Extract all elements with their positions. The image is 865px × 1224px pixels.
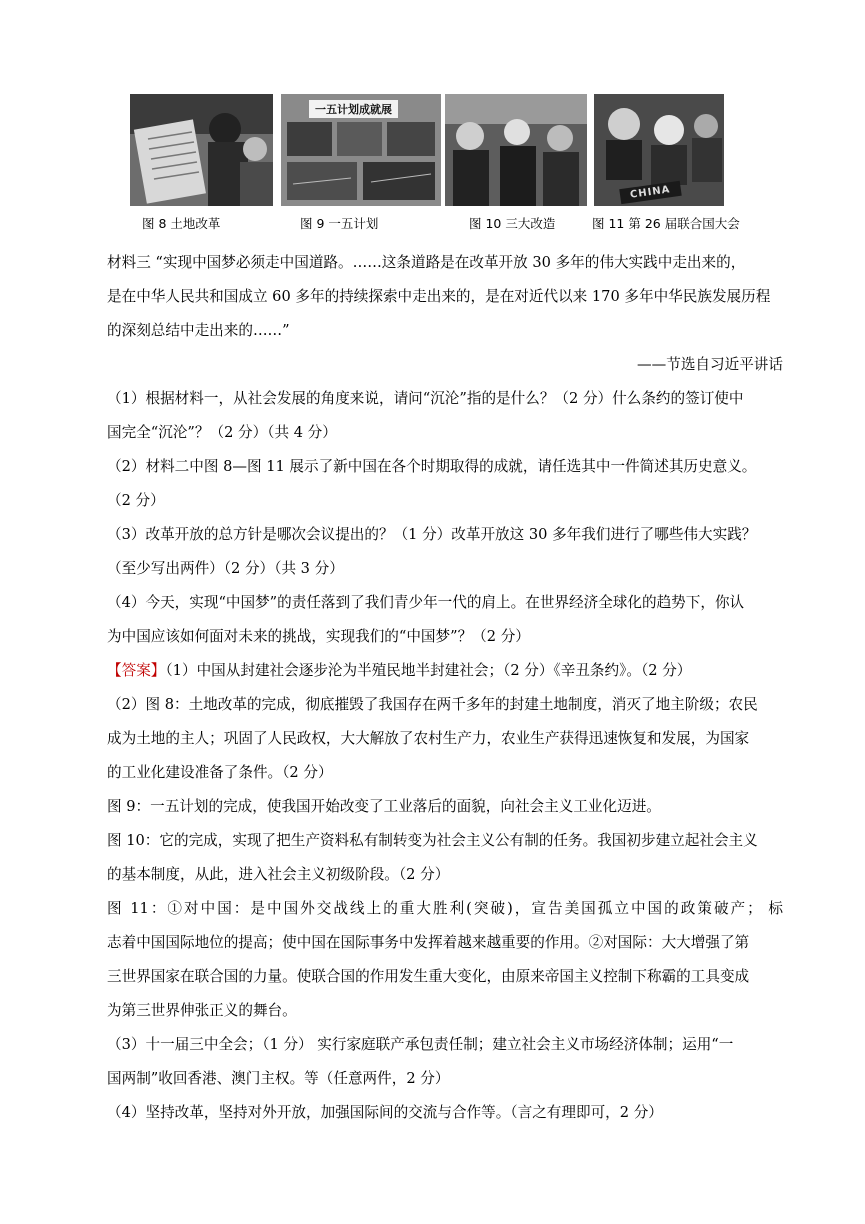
material3-line1: 材料三 “实现中国梦必须走中国道路。……这条道路是在改革开放 30 多年的伟大实践中走出来的， — [107, 254, 746, 271]
caption-fig8: 图 8 土地改革 — [142, 216, 221, 231]
answer-3-line1: （3）十一届三中全会；（1 分） 实行家庭联产承包责任制；建立社会主义市场经济体制；运用“一 — [107, 1036, 734, 1053]
figure-captions — [130, 214, 750, 234]
question4-line2: 为中国应该如何面对未来的挑战，实现我们的“中国梦”？（2 分） — [107, 628, 530, 645]
question1-line2: 国完全“沉沦”？（2 分）（共 4 分） — [107, 424, 337, 441]
photo-five-year-plan — [281, 94, 441, 206]
figure-photo-strip — [130, 94, 730, 206]
answer-fig9: 图 9：一五计划的完成，使我国开始改变了工业落后的面貌，向社会主义工业化迈进。 — [107, 798, 661, 815]
answer-fig11-line1-end: 标 — [768, 900, 783, 917]
answer-fig10-line1: 图 10：它的完成，实现了把生产资料私有制转变为社会主义公有制的任务。我国初步建立起社会主义 — [107, 832, 758, 849]
photo-caption-banner: 一五计划成就展 — [309, 100, 398, 118]
answer-fig11-line2: 志着中国国际地位的提高；使中国在国际事务中发挥着越来越重要的作用。②对国际：大大增强了第 — [107, 934, 750, 951]
answer-2-line3: 的工业化建设准备了条件。（2 分） — [107, 764, 333, 781]
material3-line2: 是在中华人民共和国成立 60 多年的持续探索中走出来的，是在对近代以来 170 多年中华民族发展历程 — [107, 288, 771, 305]
answer-fig11-line3: 三世界国家在联合国的力量。使联合国的作用发生重大变化，由原来帝国主义控制下称霸的工具变成 — [107, 968, 750, 985]
caption-fig10: 图 10 三大改造 — [469, 216, 556, 231]
material3-line3: 的深刻总结中走出来的……” — [107, 322, 290, 339]
caption-fig9: 图 9 一五计划 — [300, 216, 379, 231]
question1-line1: （1）根据材料一，从社会发展的角度来说，请问“沉沦”指的是什么？（2 分）什么条约的签订使中 — [107, 390, 744, 407]
answer-2-line1: （2）图 8：土地改革的完成，彻底摧毁了我国存在两千多年的封建土地制度，消灭了地主阶级；农民 — [107, 696, 758, 713]
answer-fig11-line4: 为第三世界伸张正义的舞台。 — [107, 1002, 297, 1019]
material3-source: ——节选自习近平讲话 — [637, 356, 783, 373]
answer-4: （4）坚持改革，坚持对外开放，加强国际间的交流与合作等。（言之有理即可，2 分） — [107, 1104, 663, 1121]
question2-line2: （2 分） — [107, 492, 165, 509]
caption-fig11: 图 11 第 26 届联合国大会 — [592, 216, 740, 231]
photo-un-general-assembly — [594, 94, 724, 206]
answer-fig10-line2: 的基本制度，从此，进入社会主义初级阶段。（2 分） — [107, 866, 450, 883]
answer-2-line2: 成为土地的主人；巩固了人民政权，大大解放了农村生产力，农业生产获得迅速恢复和发展，为国家 — [107, 730, 750, 747]
photo-three-transformations — [445, 94, 587, 206]
question4-line1: （4）今天，实现“中国梦”的责任落到了我们青少年一代的肩上。在世界经济全球化的趋势下，你认 — [107, 594, 745, 611]
answer-fig11-line1-text: 图 11：①对中国：是中国外交战线上的重大胜利(突破)，宣告美国孤立中国的政策破产； — [107, 900, 762, 917]
question3-line1: （3）改革开放的总方针是哪次会议提出的？（1 分）改革开放这 30 多年我们进行了哪些伟大实践？ — [107, 526, 757, 543]
answer-1-text: （1）中国从封建社会逐步沦为半殖民地半封建社会；（2 分）《辛丑条约》。（2 分） — [165, 662, 692, 679]
china-nameplate: CHINA — [619, 181, 681, 204]
answer-fig11-line1 — [107, 892, 783, 926]
answer-1 — [107, 654, 783, 688]
photo-land-reform — [130, 94, 273, 206]
question2-line1: （2）材料二中图 8—图 11 展示了新中国在各个时期取得的成就，请任选其中一件简述其历史意义。 — [107, 458, 757, 475]
answer-3-line2: 国两制”收回香港、澳门主权。等（任意两件，2 分） — [107, 1070, 450, 1087]
question3-line2: （至少写出两件）（2 分）（共 3 分） — [107, 560, 344, 577]
answer-label: 【答案】 — [107, 662, 166, 679]
